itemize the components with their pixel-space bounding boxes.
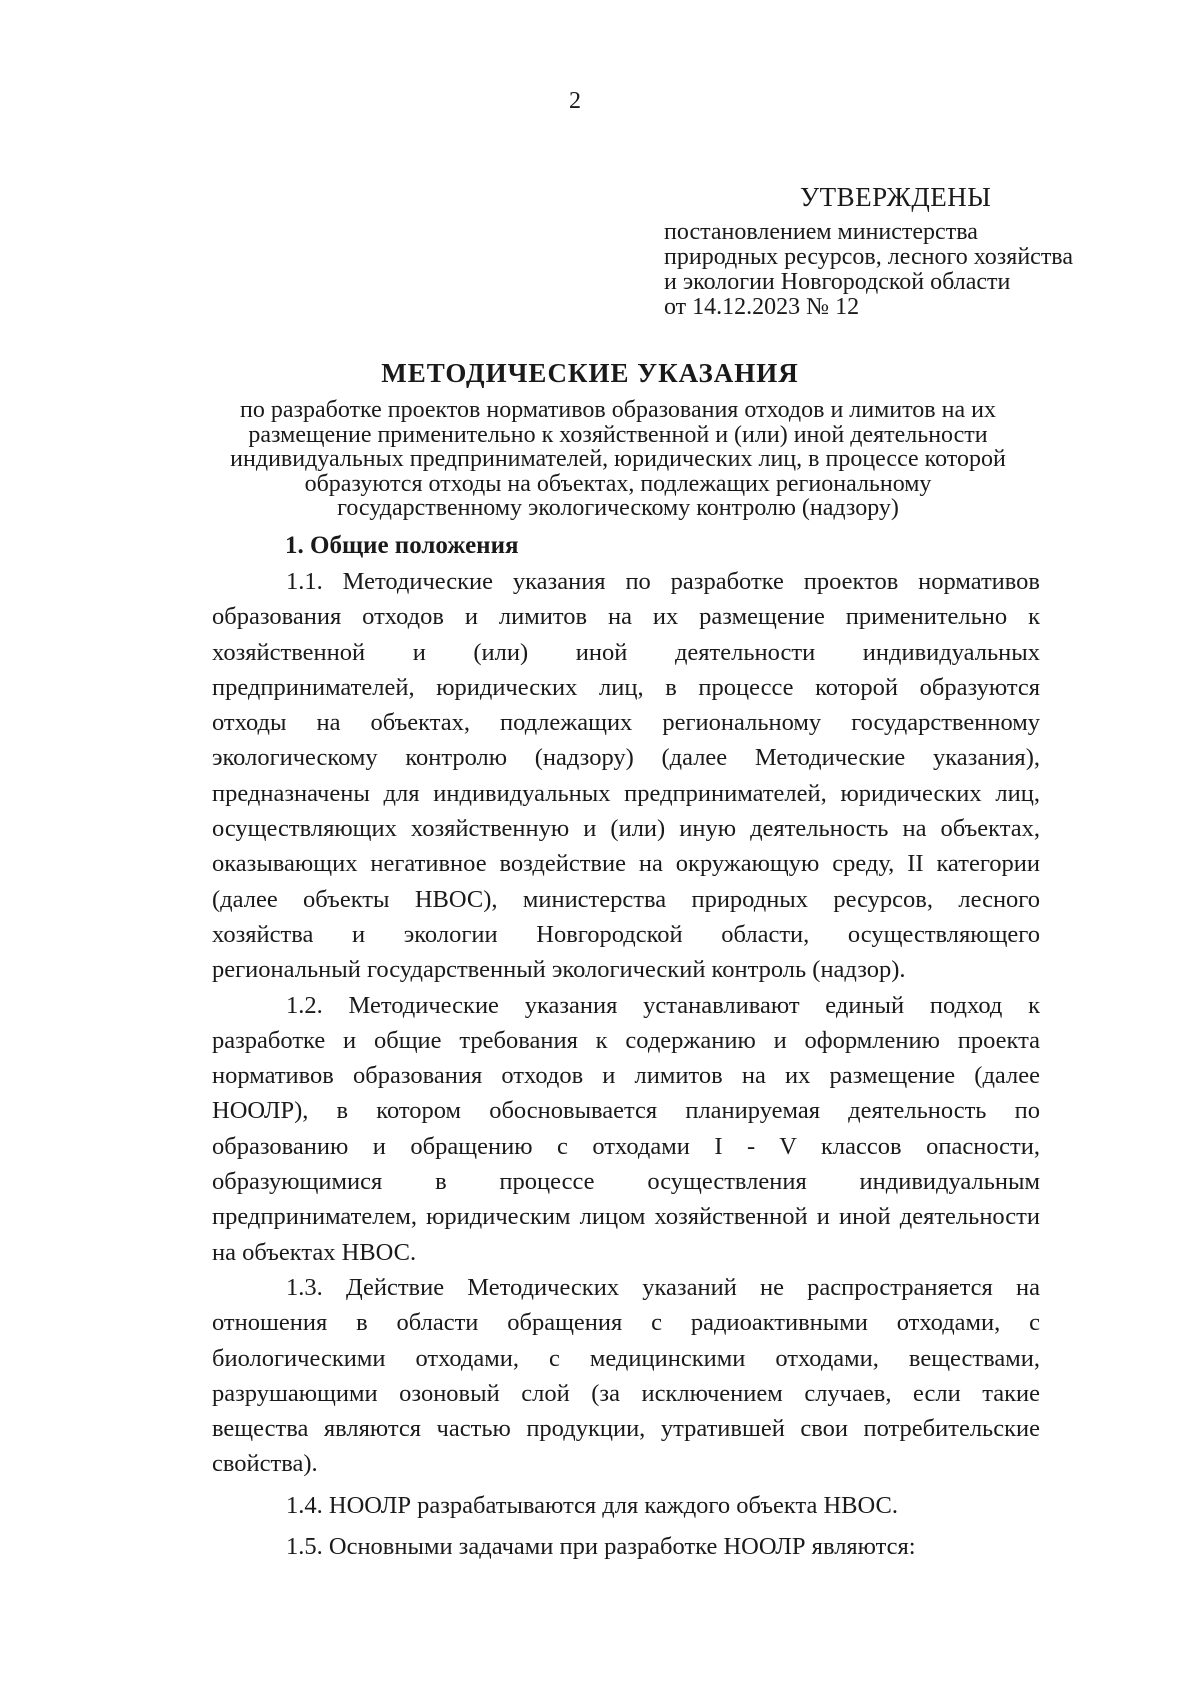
text-line: экологическому контролю (надзору) (далее Методические указания),: [212, 744, 1040, 772]
text-line: образующимися в процессе осуществления индивидуальным: [212, 1168, 1040, 1196]
subtitle-line: государственному экологическому контролю (надзору): [337, 495, 899, 521]
text-line: 1.3. Действие Методических указаний не распространяется на: [286, 1273, 1040, 1301]
approval-title: УТВЕРЖДЕНЫ: [800, 182, 992, 212]
subtitle-line: индивидуальных предпринимателей, юридических лиц, в процессе которой: [230, 446, 1006, 472]
approval-block: [664, 180, 1164, 320]
section-heading: 1. Общие положения: [285, 532, 519, 559]
document-title: МЕТОДИЧЕСКИЕ УКАЗАНИЯ: [381, 358, 799, 388]
text-line: (далее объекты НВОС), министерства природных ресурсов, лесного: [212, 885, 1040, 913]
paragraph-1-5: 1.5. Основными задачами при разработке НООЛР являются:: [286, 1533, 916, 1561]
text-line: биологическими отходами, с медицинскими отходами, веществами,: [212, 1344, 1040, 1372]
text-line: образования отходов и лимитов на их размещение применительно к: [212, 603, 1040, 631]
text-line: нормативов образования отходов и лимитов на их размещение (далее: [212, 1062, 1040, 1090]
text-line: предназначены для индивидуальных предпринимателей, юридических лиц,: [212, 779, 1040, 807]
text-line: разрушающими озоновый слой (за исключением случаев, если такие: [212, 1379, 1040, 1407]
text-line: 1.2. Методические указания устанавливают единый подход к: [286, 991, 1040, 1019]
approval-line: от 14.12.2023 № 12: [664, 294, 860, 320]
text-line: свойства).: [212, 1450, 318, 1478]
paragraph-1-1: [212, 564, 1040, 988]
text-line: отношения в области обращения с радиоактивными отходами, с: [212, 1309, 1040, 1337]
subtitle-line: образуются отходы на объектах, подлежащих региональному: [304, 470, 932, 497]
text-line: региональный государственный экологический контроль (надзор).: [212, 956, 906, 984]
text-line: на объектах НВОС.: [212, 1238, 417, 1266]
paragraph-1-2: [212, 988, 1040, 1270]
text-line: осуществляющих хозяйственную и (или) иную деятельность на объектах,: [212, 815, 1040, 843]
approval-line: постановлением министерства: [664, 219, 978, 245]
text-line: оказывающих негативное воздействие на окружающую среду, II категории: [212, 850, 1040, 878]
subtitle-line: по разработке проектов нормативов образования отходов и лимитов на их: [240, 397, 996, 423]
text-line: предпринимателем, юридическим лицом хозяйственной и иной деятельности: [212, 1203, 1040, 1231]
text-line: отходы на объектах, подлежащих региональному государственному: [212, 709, 1040, 737]
text-line: 1.1. Методические указания по разработке проектов нормативов: [286, 568, 1040, 595]
page-number: 2: [569, 88, 581, 114]
approval-lines: [664, 220, 1164, 320]
approval-line: природных ресурсов, лесного хозяйства: [664, 244, 1073, 270]
text-line: предпринимателей, юридических лиц, в процессе которой образуются: [212, 673, 1040, 701]
text-line: образованию и обращению с отходами I - V классов опасности,: [212, 1132, 1040, 1160]
text-line: хозяйства и экологии Новгородской области, осуществляющего: [212, 920, 1040, 948]
paragraph-1-4: 1.4. НООЛР разрабатываются для каждого объекта НВОС.: [286, 1491, 898, 1519]
approval-line: и экологии Новгородской области: [664, 269, 1011, 295]
document-subtitle: [200, 398, 1036, 521]
text-line: НООЛР), в котором обосновывается планируемая деятельность по: [212, 1097, 1040, 1125]
paragraph-1-3: [212, 1270, 1040, 1482]
text-line: вещества являются частью продукции, утратившей свои потребительские: [212, 1415, 1040, 1443]
text-line: хозяйственной и (или) иной деятельности индивидуальных: [212, 638, 1040, 666]
section-body: [212, 564, 1040, 1564]
text-line: разработке и общие требования к содержанию и оформлению проекта: [212, 1026, 1040, 1054]
subtitle-line: размещение применительно к хозяйственной и (или) иной деятельности: [248, 421, 988, 448]
